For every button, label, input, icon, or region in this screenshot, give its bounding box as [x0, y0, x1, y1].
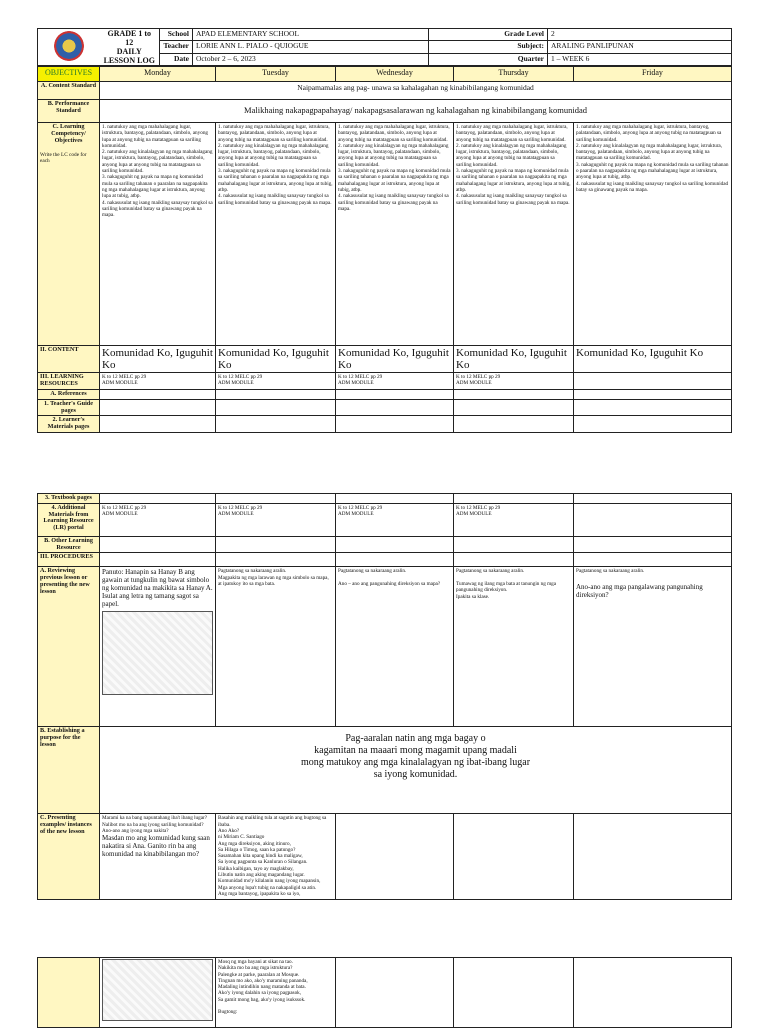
school-label: School — [160, 29, 193, 41]
additional-thursday: K to 12 MELC pp 29 ADM MODULE — [454, 503, 574, 536]
poem-tuesday: Mosq ng mga bayani at sikat na tao. Nakikita mo ba ang mga istruktura? Palengke at parke, paaralan at Mosque. Tingnan mo ako, ako'y maraming pananda, Madaling intindihin nang matanda at bata. Ako'y iyong dalahin sa iyong pagpasok, Sa gamit mong bag, ako'y iyong isukssok. Bugtong: — [216, 958, 336, 1028]
matching-worksheet-image — [102, 611, 213, 695]
present-monday — [100, 814, 216, 900]
lm-cell — [574, 416, 732, 433]
objectives-header: OBJECTIVES — [38, 67, 100, 82]
content-wednesday: Komunidad Ko, Iguguhit Ko — [336, 346, 454, 373]
review-friday-question: Ano-ano ang mga pangalawang pangunahing direksiyon? — [576, 582, 705, 599]
deped-logo-cell — [38, 29, 100, 66]
teachers-guide-label: 1. Teacher's Guide pages — [38, 399, 100, 416]
additional-materials-label: 4. Additional Materials from Learning Resource (LR) portal — [38, 503, 100, 536]
content-tuesday: Komunidad Ko, Iguguhit Ko — [216, 346, 336, 373]
references-cell — [216, 390, 336, 400]
textbook-label: 3. Textbook pages — [38, 494, 100, 504]
establishing-value: Pag-aaralan natin ang mga bagay o kagamitan na maaari mong magamit upang madali mong matukoy ang mga kinalalagyan ng ibat-ibang lugar sa iyong komunidad. — [100, 727, 732, 814]
references-cell — [574, 390, 732, 400]
references-cell — [454, 390, 574, 400]
lm-cell — [100, 416, 216, 433]
learning-resources-label: III. LEARNING RESOURCES — [38, 373, 100, 390]
review-tuesday: Pagtatanong sa nakaraang aralin. Magpakita ng mga larawan ng mga simbolo sa mapa, at ipatukoy ito sa mga bata. — [216, 567, 336, 727]
date-value: October 2 – 6, 2023 — [193, 53, 429, 65]
review-monday — [100, 567, 216, 727]
performance-standard-value: Malikhaing nakapagpapahayag/ nakapagsasalarawan ng kahalagahan ng kinabibilangang komunidad — [100, 100, 732, 123]
additional-monday: K to 12 MELC pp 29 ADM MODULE — [100, 503, 216, 536]
p3-cell — [454, 958, 574, 1028]
pr-cell — [216, 553, 336, 567]
pr-cell — [100, 553, 216, 567]
review-monday-text: Panuto: Hanapin sa Hanay B ang gawain at tungkulin ng bawat simbolo ng komunidad na makikita sa Hanay A. Isulat ang letra ng tamang sagot sa papel. — [102, 568, 215, 609]
tg-cell — [100, 399, 216, 416]
additional-friday — [574, 503, 732, 536]
date-label: Date — [160, 53, 193, 65]
presenting-label: C. Presenting examples/ instances of the new lesson — [38, 814, 100, 900]
content-label: II. CONTENT — [38, 346, 100, 373]
continued-label-cell — [38, 958, 100, 1028]
school-value: APAD ELEMENTARY SCHOOL — [193, 29, 429, 41]
competency-tuesday: 1. natutukoy ang mga mahahalagang lugar, istruktura, bantayog, palatandaan, simbolo, anyong lupa at anyong tubig na matatagpuan sa sariling komunidad. 2. natutukoy ang kinalalagyan ng mga mahahalagang lugar, istruktura, bantayog, palatandaan, simbolo, anyong lupa at anyong tubig na matatagpuan sa sariling komunidad. 3. nakaguguhit ng payak na mapa ng komunidad mula sa sariling tahanan o paaralan na nagpapakita ng mga mahahalagang lugar at istruktura, anyong lupa at tubig, atbp. 4. nakasusulat ng isang maikling sanaysay tungkol sa sariling komunidad batay sa ginawang payak na mapa. — [216, 123, 336, 346]
learners-materials-label: 2. Learner's Materials pages — [38, 416, 100, 433]
content-standard-value: Naipamamalas ang pag- unawa sa kahalagahan ng kinabibilangang komunidad — [100, 82, 732, 100]
p3-cell — [336, 958, 454, 1028]
other-resource-label: B. Other Learning Resource — [38, 536, 100, 553]
day-tuesday: Tuesday — [216, 67, 336, 82]
day-friday: Friday — [574, 67, 732, 82]
present-wednesday — [336, 814, 454, 900]
tg-cell — [216, 399, 336, 416]
form-title: GRADE 1 to 12 DAILY LESSON LOG — [100, 29, 160, 66]
reviewing-label: A. Reviewing previous lesson or presenting the new lesson — [38, 567, 100, 727]
resources-thursday: K to 12 MELC pp 29 ADM MODULE — [454, 373, 574, 390]
tg-cell — [454, 399, 574, 416]
lm-cell — [216, 416, 336, 433]
quarter-label: Quarter — [429, 53, 548, 65]
resources-wednesday: K to 12 MELC pp 29 ADM MODULE — [336, 373, 454, 390]
additional-wednesday: K to 12 MELC pp 29 ADM MODULE — [336, 503, 454, 536]
procedures-label: III. PROCEDURES — [38, 553, 100, 567]
pr-cell — [454, 553, 574, 567]
day-thursday: Thursday — [454, 67, 574, 82]
subject-value: ARALING PANLIPUNAN — [548, 41, 732, 53]
content-monday: Komunidad Ko, Iguguhit Ko — [100, 346, 216, 373]
content-thursday: Komunidad Ko, Iguguhit Ko — [454, 346, 574, 373]
tg-cell — [336, 399, 454, 416]
performance-standard-label: B. Performance Standard — [38, 100, 100, 123]
review-friday — [574, 567, 732, 727]
p3-cell — [574, 958, 732, 1028]
or-cell — [100, 536, 216, 553]
community-illustration-image — [102, 959, 213, 1021]
pr-cell — [336, 553, 454, 567]
competency-thursday: 1. natutukoy ang mga mahahalagang lugar, istruktura, bantayog, palatandaan, simbolo, anyong lupa at anyong tubig na matatagpuan sa sariling komunidad. 2. natutukoy ang kinalalagyan ng mga mahahalagang lugar, istruktura, bantayog, palatandaan, simbolo, anyong lupa at anyong tubig na matatagpuan sa sariling komunidad. 3. nakaguguhit ng payak na mapa ng komunidad mula sa sariling tahanan o paaralan na nagpapakita ng mga mahahalagang lugar at istruktura, anyong lupa at tubig, atbp. 4. nakasusulat ng isang maikling sanaysay tungkol sa sariling komunidad batay sa ginawang payak na mapa. — [454, 123, 574, 346]
tb-cell — [216, 494, 336, 504]
grade-label: Grade Level — [429, 29, 548, 41]
references-label: A. References — [38, 390, 100, 400]
review-thursday: Pagtatanong sa nakaraang aralin. Tumawag ng ilang mga bata at tanungin ng mga pangunahing direksiyon. Ipakita sa klase. — [454, 567, 574, 727]
present-thursday — [454, 814, 574, 900]
grade-value: 2 — [548, 29, 732, 41]
review-friday-text: Pagtatanong sa nakaraang aralin. — [576, 568, 645, 575]
content-standard-label: A. Content Standard — [38, 82, 100, 100]
competency-label-text: C. Learning Competency/ Objectives — [51, 123, 86, 144]
subject-label: Subject: — [429, 41, 548, 53]
deped-seal-icon — [54, 31, 84, 61]
competency-label — [38, 123, 100, 346]
or-cell — [454, 536, 574, 553]
review-wednesday: Pagtatanong sa nakaraang aralin. Ano – ano ang pangunahing direksiyon sa mapa? — [336, 567, 454, 727]
tb-cell — [454, 494, 574, 504]
or-cell — [574, 536, 732, 553]
day-wednesday: Wednesday — [336, 67, 454, 82]
lesson-log-page-2 — [37, 493, 731, 900]
tb-cell — [574, 494, 732, 504]
teacher-value: LORIE ANN L. PIALO - QUIOGUE — [193, 41, 429, 53]
tb-cell — [100, 494, 216, 504]
references-cell — [336, 390, 454, 400]
pr-cell — [574, 553, 732, 567]
references-cell — [100, 390, 216, 400]
community-illustration-cell — [100, 958, 216, 1028]
present-tuesday: Basahin ang maikling tula at sagutin ang bugtong sa ibaba. Ano Ako? ni Miriam C. Santiago Ang mga direksiyon, aking itinuro, Sa Hilaga o Timog, saan ka patungo? Sasamahan kita upang hindi ka maligaw, Sa iyong pagpunta sa Kanluran o Silangan. Halika kaibigan, tayo ay maglakbay, Libutin natin ang aking magandang lugar. Komunidad mo'y kilalanin nang iyong mapansin, Mga anyong lupa't tubig na nakapaligid sa atin. Ang mga bantayog, ipapakita ko sa iyo, — [216, 814, 336, 900]
lc-code-note: Write the LC code for each — [40, 152, 87, 165]
lesson-log-page-1 — [37, 28, 731, 433]
competency-friday: 1. natutukoy ang mga mahahalagang lugar, istruktura, bantayog, palatandaan, simbolo, anyong lupa at anyong tubig na matatagpuan sa sariling komunidad. 2. natutukoy ang kinalalagyan ng mga mahahalagang lugar, istruktura, bantayog, palatandaan, simbolo, anyong lupa at anyong tubig na matatagpuan sa sariling komunidad. 3. nakaguguhit ng payak na mapa ng komunidad mula sa sariling tahanan o paaralan na nagpapakita ng mga mahahalagang lugar at istruktura, anyong lupa at tubig, atbp. 4. nakasusulat ng isang maikling sanaysay tungkol sa sariling komunidad batay sa ginawang payak na mapa. — [574, 123, 732, 346]
quarter-value: 1 – WEEK 6 — [548, 53, 732, 65]
lm-cell — [454, 416, 574, 433]
or-cell — [336, 536, 454, 553]
establishing-label: B. Establishing a purpose for the lesson — [38, 727, 100, 814]
tb-cell — [336, 494, 454, 504]
present-monday-intro: Marami ka na bang napuntahang iba't ibang lugar? Nalibot mo na ba ang iyong sariling komunidad? Ano-ano ang iyong mga nakita? — [102, 815, 208, 834]
tg-cell — [574, 399, 732, 416]
resources-monday: K to 12 MELC pp 29 ADM MODULE — [100, 373, 216, 390]
teacher-label: Teacher — [160, 41, 193, 53]
present-monday-question: Masdan mo ang komunidad kung saan nakatira si Ana. Ganito rin ba ang komunidad na kinabibilangan mo? — [102, 834, 212, 859]
or-cell — [216, 536, 336, 553]
competency-wednesday: 1. natutukoy ang mga mahahalagang lugar, istruktura, bantayog, palatandaan, simbolo, anyong lupa at anyong tubig na matatagpuan sa sariling komunidad. 2. natutukoy ang kinalalagyan ng mga mahahalagang lugar, istruktura, bantayog, palatandaan, simbolo, anyong lupa at anyong tubig na matatagpuan sa sariling komunidad. 3. nakaguguhit ng payak na mapa ng komunidad mula sa sariling tahanan o paaralan na nagpapakita ng mga mahahalagang lugar at istruktura, anyong lupa at tubig, atbp. 4. nakasusulat ng isang maikling sanaysay tungkol sa sariling komunidad batay sa ginawang payak na mapa. — [336, 123, 454, 346]
competency-monday: 1. natutukoy ang mga mahahalagang lugar, istruktura, bantayog, palatandaan, simbolo, anyong lupa at anyong tubig na matatagpuan sa sariling komunidad. 2. natutukoy ang kinalalagyan ng mga mahahalagang lugar, istruktura, bantayog, palatandaan, simbolo, anyong lupa at anyong tubig na matatagpuan sa sariling komunidad. 3. nakaguguhit ng payak na mapa ng komunidad mula sa sariling tahanan o paaralan na nagpapakita ng mga mahahalagang lugar at istruktura, anyong lupa at tubig, atbp. 4. nakasusulat ng isang maikling sanaysay tungkol sa sariling komunidad batay sa ginawang payak na mapa. — [100, 123, 216, 346]
resources-friday — [574, 373, 732, 390]
present-friday — [574, 814, 732, 900]
lm-cell — [336, 416, 454, 433]
additional-tuesday: K to 12 MELC pp 29 ADM MODULE — [216, 503, 336, 536]
resources-tuesday: K to 12 MELC pp 29 ADM MODULE — [216, 373, 336, 390]
content-friday: Komunidad Ko, Iguguhit Ko — [574, 346, 732, 373]
day-monday: Monday — [100, 67, 216, 82]
lesson-log-page-3 — [37, 957, 731, 1028]
